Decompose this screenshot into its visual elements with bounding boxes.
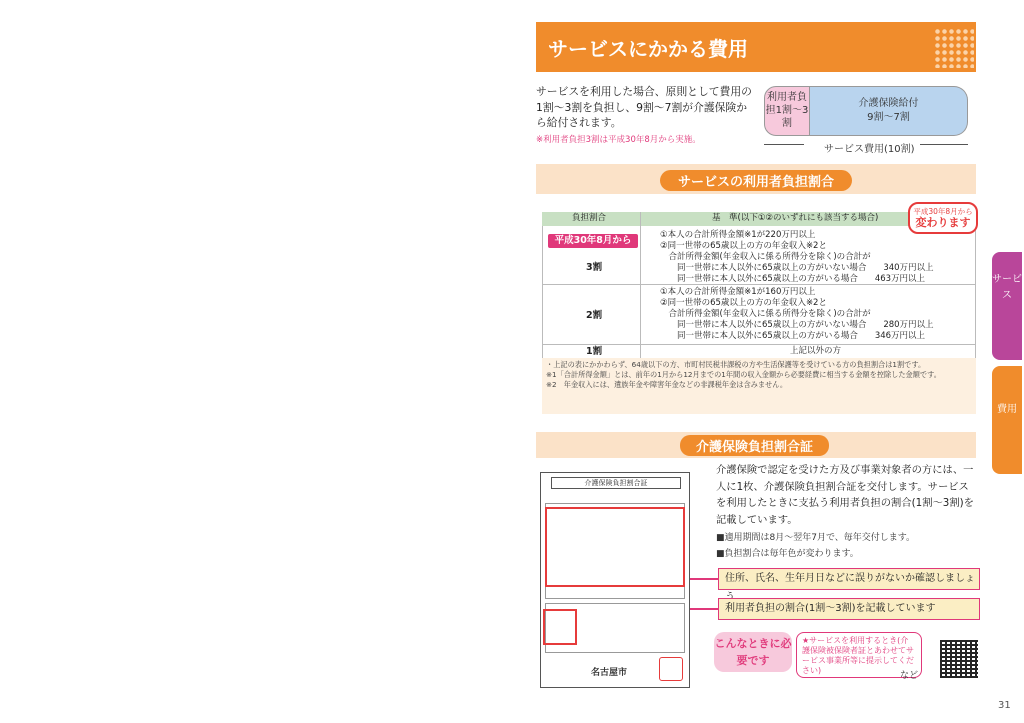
criteria-2-2: ②同一世帯の65歳以上の方の年金収入※2と xyxy=(660,298,827,308)
callout-line xyxy=(690,608,718,610)
page-number: 31 xyxy=(998,700,1011,711)
note-line: ※1「合計所得金額」とは、前年の1月から12月までの1年間の収入金額から必要経費に相当する金額を控除した金額です。 xyxy=(546,370,941,379)
cert-bullet: ■負担割合は毎年色が変わります。 xyxy=(716,549,859,559)
change-date-label: 平成30年8月から xyxy=(548,234,638,248)
criteria-3-1: ①本人の合計所得金額※1が220万円以上 xyxy=(660,230,816,240)
when-needed-label: こんなときに必要です xyxy=(714,632,792,672)
change-badge xyxy=(908,202,978,234)
table-divider xyxy=(640,212,641,358)
bracket-line xyxy=(764,144,804,145)
criteria-2-4: 同一世帯に本人以外に65歳以上の方がいない場合 280万円以上 xyxy=(660,320,934,330)
qr-code-icon xyxy=(940,640,978,678)
criteria-2-5: 同一世帯に本人以外に65歳以上の方がいる場合 346万円以上 xyxy=(660,331,926,341)
card-title: 介護保険負担割合証 xyxy=(551,477,681,489)
criteria-3-4: 同一世帯に本人以外に65歳以上の方がいない場合 340万円以上 xyxy=(660,263,934,273)
ratio-1: 1割 xyxy=(586,346,603,357)
cylinder-value: 9割〜7割 xyxy=(867,112,910,123)
badge-bottom: 変わります xyxy=(915,216,971,229)
criteria-3-5: 同一世帯に本人以外に65歳以上の方がいる場合 463万円以上 xyxy=(660,274,926,284)
cert-body: 介護保険で認定を受けた方及び事業対象者の方には、一人に1枚、介護保険負担割合証を交付します。サービスを利用したときに支払う利用者負担の割合(1割〜3割)を記載しています。 xyxy=(716,464,974,526)
service-cost-label: サービス費用(10割) xyxy=(824,144,915,155)
table-divider xyxy=(542,344,976,345)
note-line: ※2 年金収入には、遺族年金や障害年金などの非課税年金は含みません。 xyxy=(546,380,788,389)
cert-card-image xyxy=(540,472,690,688)
badge-top: 平成30年8月から xyxy=(913,207,973,216)
table-header-criteria: 基 準(以下①②のいずれにも該当する場合) xyxy=(712,213,879,223)
card-city: 名古屋市 xyxy=(591,668,628,678)
cert-bullet: ■適用期間は8月〜翌年7月で、毎年交付します。 xyxy=(716,533,916,543)
etc-text: など xyxy=(900,671,919,681)
table-header-ratio: 負担割合 xyxy=(572,213,607,223)
criteria-2-1: ①本人の合計所得金額※1が160万円以上 xyxy=(660,287,816,297)
criteria-3-3: 合計所得金額(年金収入に係る所得分を除く)の合計が xyxy=(660,252,871,262)
ratio-3: 3割 xyxy=(586,262,603,273)
when-text: ★サービスを利用するとき(介護保険被保険者証とあわせてサービス事業所等に提示してください) xyxy=(802,636,914,675)
intro-text: サービスを利用した場合、原則として費用の1割〜3割を負担し、9割〜7割が介護保険から給付されます。 xyxy=(536,85,752,129)
callout-ratio: 利用者負担の割合(1割〜3割)を記載しています xyxy=(718,598,980,620)
callout-line xyxy=(690,578,718,580)
card-seal xyxy=(659,657,683,681)
criteria-2-3: 合計所得金額(年金収入に係る所得分を除く)の合計が xyxy=(660,309,871,319)
insurance-share-cylinder xyxy=(810,86,968,136)
tab-service[interactable]: サービス xyxy=(992,252,1022,360)
intro-note: ※利用者負担3割は平成30年8月から実施。 xyxy=(536,135,701,145)
cert-title: 介護保険負担割合証 xyxy=(680,435,829,456)
ratio-title: サービスの利用者負担割合 xyxy=(660,170,852,191)
user-share-cylinder: 利用者負担1割〜3割 xyxy=(764,86,810,136)
note-line: ・上記の表にかかわらず、64歳以下の方、市町村民税非課税の方や生活保護等を受けている方の負担割合は1割です。 xyxy=(546,360,926,369)
tab-cost[interactable]: 費用 xyxy=(992,366,1022,474)
dot-pattern xyxy=(934,28,974,68)
table-notes xyxy=(542,358,976,414)
card-highlight-ratio xyxy=(543,609,577,645)
ratio-2: 2割 xyxy=(586,310,603,321)
cylinder-label: 介護保険給付 xyxy=(858,98,919,109)
criteria-3-2: ②同一世帯の65歳以上の方の年金収入※2と xyxy=(660,241,827,251)
criteria-1: 上記以外の方 xyxy=(790,346,842,356)
card-highlight-address xyxy=(545,507,685,587)
bracket-line xyxy=(920,144,968,145)
page-title: サービスにかかる費用 xyxy=(548,37,748,61)
callout-check-info: 住所、氏名、生年月日などに誤りがないか確認しましょ xyxy=(718,568,980,590)
